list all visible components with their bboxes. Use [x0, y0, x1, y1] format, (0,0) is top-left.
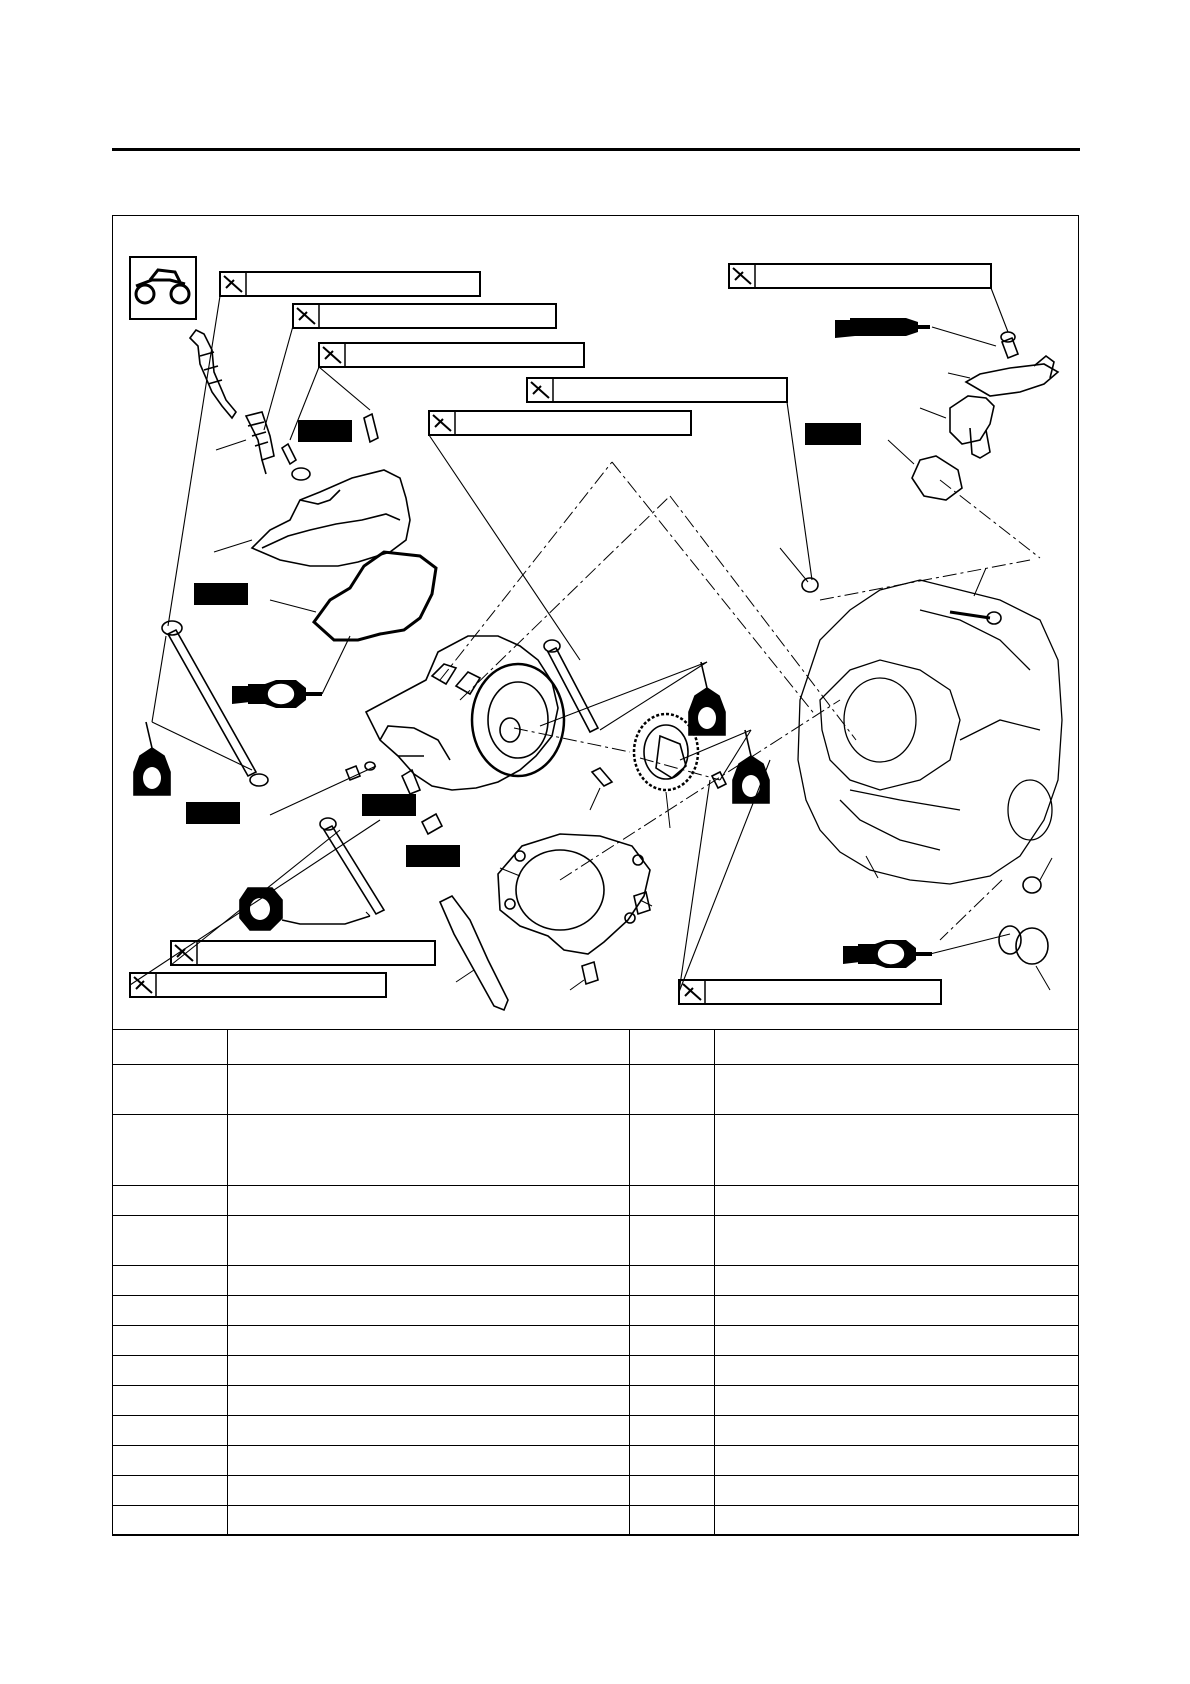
cell [714, 1216, 1079, 1266]
torque-box-5 [429, 411, 691, 435]
table-row [112, 1296, 1079, 1326]
tensioner-bolt [1001, 332, 1018, 358]
cell [629, 1446, 714, 1476]
table-row [112, 1216, 1079, 1266]
washer [250, 774, 268, 786]
cell [227, 1326, 629, 1356]
cell [112, 1296, 227, 1326]
cell [629, 1115, 714, 1186]
cell [227, 1476, 629, 1506]
oil-can-icon [733, 730, 769, 803]
cell [629, 1386, 714, 1416]
cell [112, 1356, 227, 1386]
tensioner-spring-clip [966, 356, 1058, 396]
torque-box-2 [293, 304, 556, 328]
header-job [227, 1030, 629, 1065]
cell [629, 1065, 714, 1115]
dowel-pin [634, 892, 650, 914]
bolt [950, 612, 990, 618]
cell [112, 1326, 227, 1356]
new-part-badge [186, 802, 240, 824]
table-row [112, 1386, 1079, 1416]
oil-can-icon [689, 662, 725, 735]
cell [227, 1186, 629, 1216]
cell [714, 1115, 1079, 1186]
bolt [364, 414, 378, 442]
new-part-badge [298, 420, 352, 442]
cell [714, 1266, 1079, 1296]
cell [714, 1296, 1079, 1326]
bolt [592, 768, 612, 786]
header-remarks [714, 1030, 1079, 1065]
table-row [112, 1506, 1079, 1536]
bolt [282, 444, 296, 464]
table-header-row [112, 1030, 1079, 1065]
table-row [112, 1356, 1079, 1386]
cell [112, 1115, 227, 1186]
cell [112, 1446, 227, 1476]
cell [227, 1506, 629, 1536]
cell [629, 1476, 714, 1506]
torque-box-8 [130, 973, 386, 997]
bolt [422, 814, 442, 834]
table-row [112, 1446, 1079, 1476]
cell [714, 1065, 1079, 1115]
cell [227, 1296, 629, 1326]
cell [714, 1356, 1079, 1386]
table-row [112, 1065, 1079, 1115]
cell [629, 1416, 714, 1446]
cell [629, 1266, 714, 1296]
table-row [112, 1326, 1079, 1356]
cell [714, 1476, 1079, 1506]
cell [112, 1186, 227, 1216]
cell [112, 1416, 227, 1446]
new-part-badge [362, 794, 416, 816]
dowel-pin [582, 962, 598, 984]
cylinder-head [366, 636, 564, 790]
new-part-badge [194, 583, 248, 605]
cell [714, 1186, 1079, 1216]
torque-box-6 [729, 264, 991, 288]
header-order [112, 1030, 227, 1065]
cell [629, 1356, 714, 1386]
cell [227, 1266, 629, 1296]
grease-applicator-icon [843, 940, 932, 968]
motorcycle-icon [130, 257, 196, 319]
new-part-badge [805, 423, 861, 445]
crankcase [798, 580, 1062, 884]
header-qty [629, 1030, 714, 1065]
parts-table [112, 1029, 1079, 1536]
cell [112, 1476, 227, 1506]
tensioner-gasket [912, 456, 962, 500]
spark-plug [246, 412, 274, 474]
washer [292, 468, 310, 480]
cell [714, 1326, 1079, 1356]
bolt [346, 766, 360, 780]
cell [112, 1506, 227, 1536]
grease-applicator-icon [835, 318, 930, 338]
plug [1023, 877, 1041, 893]
cell [227, 1356, 629, 1386]
bolt-head [162, 621, 182, 635]
cell [629, 1326, 714, 1356]
table-row [112, 1476, 1079, 1506]
cell [714, 1386, 1079, 1416]
torque-box-9 [679, 980, 941, 1004]
cell [629, 1296, 714, 1326]
leader-lines [130, 288, 1010, 992]
timing-chain-tensioner [950, 396, 994, 458]
cell [714, 1416, 1079, 1446]
table-row [112, 1266, 1079, 1296]
torque-box-3 [319, 343, 584, 367]
table-row [112, 1115, 1079, 1186]
stud-bolt [168, 630, 256, 776]
table-row [112, 1416, 1079, 1446]
cell [112, 1266, 227, 1296]
cell [112, 1386, 227, 1416]
cell [714, 1446, 1079, 1476]
cell [714, 1506, 1079, 1536]
camshaft-sprocket [634, 714, 698, 790]
cell [227, 1416, 629, 1446]
cell [227, 1115, 629, 1186]
nut [802, 578, 818, 592]
assembly-axis-lines [440, 462, 1040, 940]
torque-box-7 [171, 941, 435, 965]
torque-box-1 [220, 272, 480, 296]
cell [629, 1186, 714, 1216]
cell [227, 1216, 629, 1266]
timing-chain-guide [440, 896, 508, 1010]
stud-bolt [324, 826, 384, 914]
grease-applicator-icon [232, 680, 322, 708]
cell [629, 1216, 714, 1266]
oil-can-icon [134, 722, 170, 795]
cell [227, 1065, 629, 1115]
new-part-badge [406, 845, 460, 867]
cell [227, 1386, 629, 1416]
table-row [112, 1186, 1079, 1216]
bolt [402, 770, 420, 794]
cell [227, 1446, 629, 1476]
cylinder-gasket [498, 834, 650, 954]
torque-box-4 [527, 378, 787, 402]
callout-leaders [214, 373, 1052, 990]
cell [629, 1506, 714, 1536]
cell [112, 1065, 227, 1115]
cell [112, 1216, 227, 1266]
